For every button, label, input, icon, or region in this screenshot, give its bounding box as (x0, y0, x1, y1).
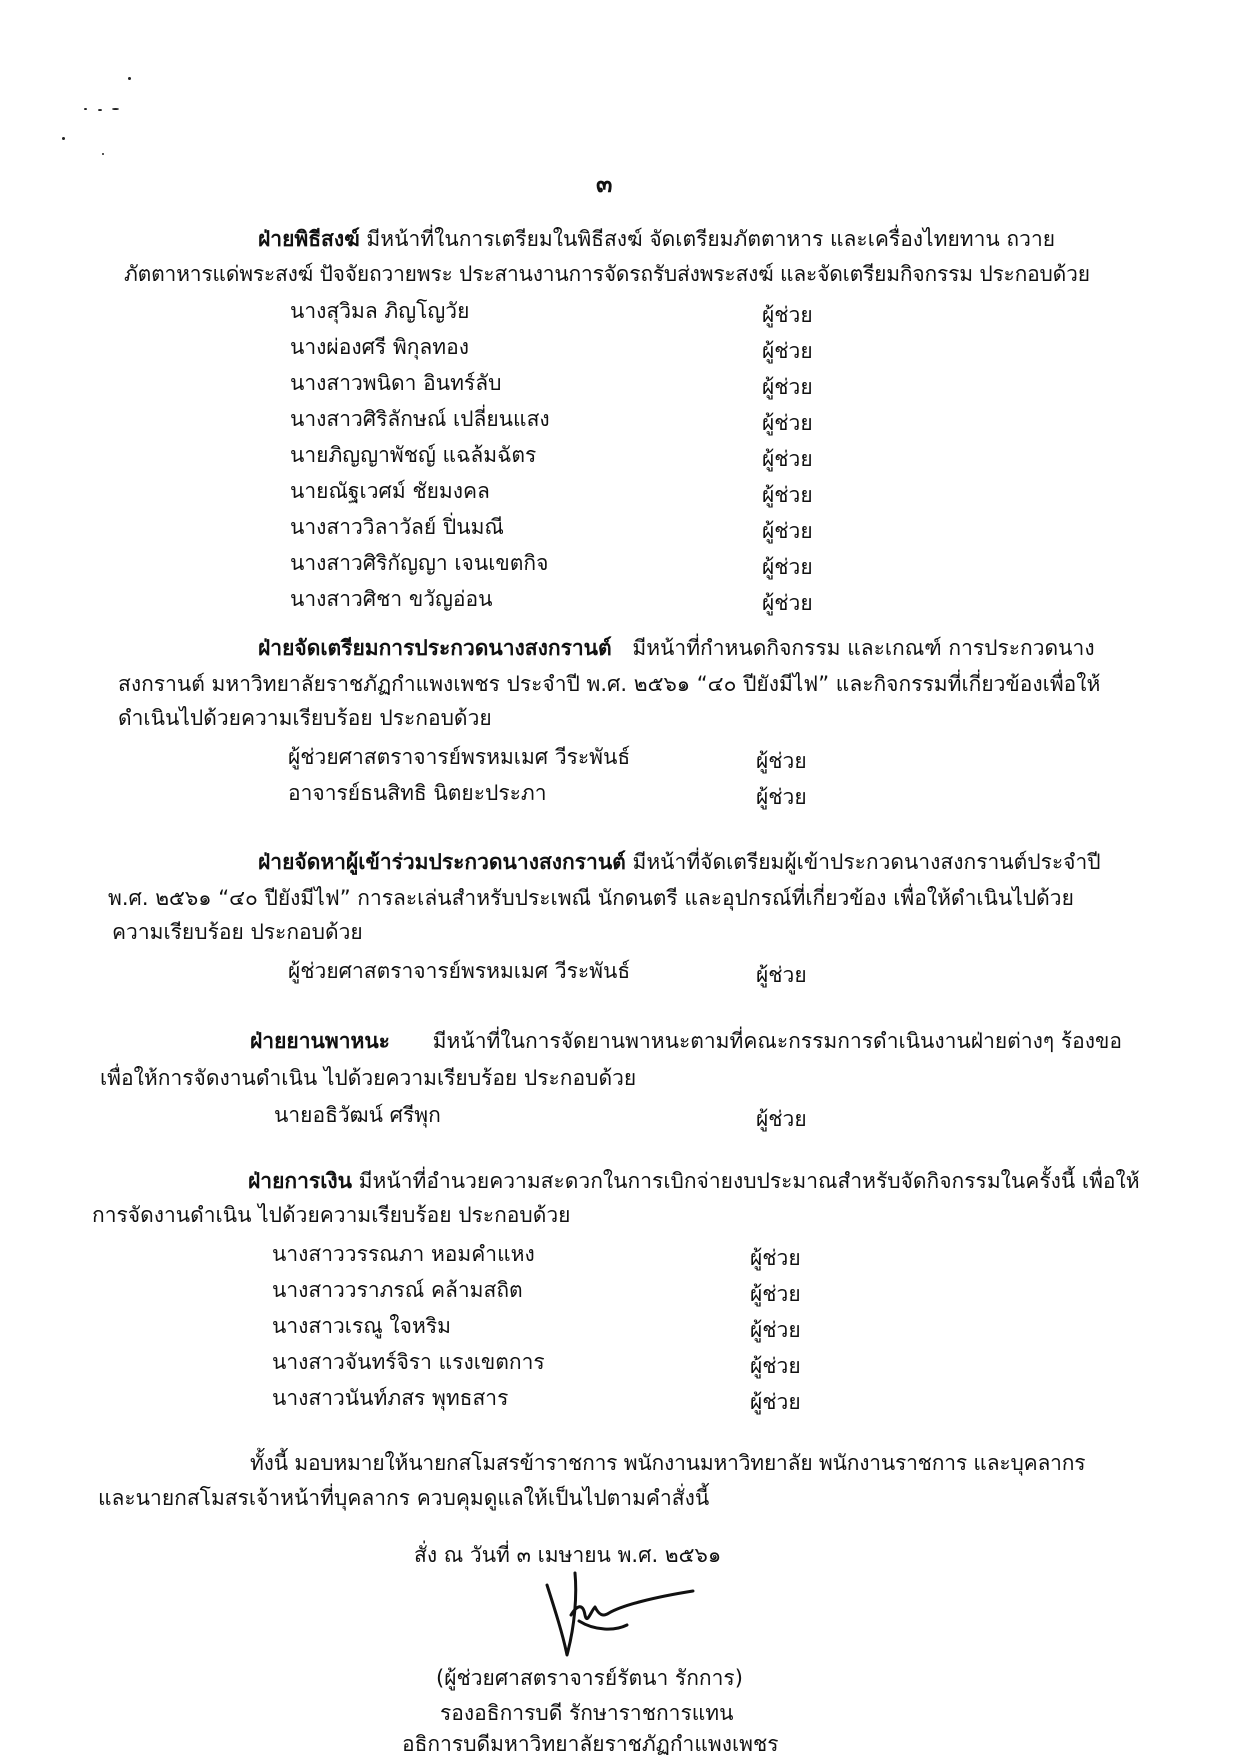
member-name: นางสาววิลาวัลย์ ปิ่นมณี (290, 515, 504, 539)
section-heading-line (258, 222, 1055, 256)
page-number: ๓ (596, 170, 613, 198)
section-text: มีหน้าที่ในการเตรียมในพิธีสงฆ์ จัดเตรียมภัตตาหาร และเครื่องไทยทาน ถวาย (366, 227, 1056, 251)
member-name: นางสาวศิชา ขวัญอ่อน (290, 587, 493, 611)
member-name: นางผ่องศรี พิกุลทอง (290, 335, 469, 359)
section-heading-line (258, 845, 1101, 879)
member-name: นายภิญญาพัชญ์ แฉล้มฉัตร (290, 443, 537, 467)
section-head: ฝ่ายจัดหาผู้เข้าร่วมประกวดนางสงกรานต์ (258, 850, 626, 874)
member-role: ผู้ช่วย (762, 519, 813, 543)
member-role: ผู้ช่วย (756, 1107, 807, 1131)
scan-speck (84, 108, 87, 110)
member-name: นางสุวิมล ภิญโญวัย (290, 299, 470, 323)
section-text: ภัตตาหารแด่พระสงฆ์ ปัจจัยถวายพระ ประสานงานการจัดรถรับส่งพระสงฆ์ และจัดเตรียมกิจกรรม ประกอบด้วย (124, 262, 1090, 286)
section-text: ความเรียบร้อย ประกอบด้วย (112, 920, 363, 944)
member-name: ผู้ช่วยศาสตราจารย์พรหมเมศ วีระพันธ์ (288, 745, 631, 769)
member-name: นายอธิวัฒน์ ศรีพุก (274, 1103, 441, 1127)
member-role: ผู้ช่วย (762, 303, 813, 327)
order-date: สั่ง ณ วันที่ ๓ เมษายน พ.ศ. ๒๕๖๑ (414, 1543, 722, 1567)
section-head: ฝ่ายยานพาหนะ (250, 1029, 390, 1053)
section-text: มีหน้าที่จัดเตรียมผู้เข้าประกวดนางสงกรานต์ประจำปี (632, 850, 1101, 874)
member-role: ผู้ช่วย (762, 591, 813, 615)
member-name: นางสาวเรณู ใจหริม (272, 1314, 451, 1338)
section-head: ฝ่ายการเงิน (248, 1169, 352, 1193)
signatory-name: (ผู้ช่วยศาสตราจารย์รัตนา รักการ) (436, 1666, 743, 1690)
member-name: อาจารย์ธนสิทธิ นิตยะประภา (288, 781, 547, 805)
member-role: ผู้ช่วย (762, 411, 813, 435)
member-role: ผู้ช่วย (756, 963, 807, 987)
member-name: นางสาวจันทร์จิรา แรงเขตการ (272, 1350, 545, 1374)
member-name: นางสาวพนิดา อินทร์ลับ (290, 371, 502, 395)
member-name: นายณัฐเวศม์ ชัยมงคล (290, 479, 490, 503)
member-role: ผู้ช่วย (762, 339, 813, 363)
section-heading-line (258, 631, 1095, 665)
section-head: ฝ่ายพิธีสงฆ์ (258, 227, 360, 251)
member-role: ผู้ช่วย (750, 1318, 801, 1342)
closing-text: และนายกสโมสรเจ้าหน้าที่บุคลากร ควบคุมดูแลให้เป็นไปตามคำสั่งนี้ (98, 1486, 710, 1510)
section-head: ฝ่ายจัดเตรียมการประกวดนางสงกรานต์ (258, 636, 612, 660)
member-role: ผู้ช่วย (750, 1282, 801, 1306)
member-role: ผู้ช่วย (750, 1246, 801, 1270)
member-role: ผู้ช่วย (762, 447, 813, 471)
scan-speck (128, 77, 131, 80)
member-name: นางสาวนันท์ภสร พุทธสาร (272, 1386, 509, 1410)
member-name: ผู้ช่วยศาสตราจารย์พรหมเมศ วีระพันธ์ (288, 959, 631, 983)
section-text: ดำเนินไปด้วยความเรียบร้อย ประกอบด้วย (118, 706, 492, 730)
section-text: มีหน้าที่กำหนดกิจกรรม และเกณฑ์ การประกวดนาง (632, 636, 1095, 660)
member-name: นางสาววราภรณ์ คล้ามสถิต (272, 1278, 523, 1302)
section-text: เพื่อให้การจัดงานดำเนิน ไปด้วยความเรียบร้อย ประกอบด้วย (100, 1066, 637, 1090)
member-role: ผู้ช่วย (756, 785, 807, 809)
signatory-position: อธิการบดีมหาวิทยาลัยราชภัฏกำแพงเพชร (402, 1732, 779, 1756)
section-text: การจัดงานดำเนิน ไปด้วยความเรียบร้อย ประกอบด้วย (92, 1203, 571, 1227)
scan-speck (112, 108, 119, 110)
section-text: พ.ศ. ๒๕๖๑ “๔๐ ปียังมีไฟ” การละเล่นสำหรับประเพณี นักดนตรี และอุปกรณ์ที่เกี่ยวข้อง เพื่อให้ดำเนินไปด้วย (108, 886, 1074, 910)
closing-text: ทั้งนี้ มอบหมายให้นายกสโมสรข้าราชการ พนักงานมหาวิทยาลัย พนักงานราชการ และบุคลากร (250, 1451, 1086, 1475)
member-role: ผู้ช่วย (750, 1390, 801, 1414)
member-role: ผู้ช่วย (762, 375, 813, 399)
member-name: นางสาวศิริกัญญา เจนเขตกิจ (290, 551, 549, 575)
section-text: สงกรานต์ มหาวิทยาลัยราชภัฏกำแพงเพชร ประจำปี พ.ศ. ๒๕๖๑ “๔๐ ปียังมีไฟ” และกิจกรรมที่เกี่ยวข้องเพื่อให้ (118, 672, 1101, 696)
member-name: นางสาววรรณภา หอมคำแหง (272, 1242, 535, 1266)
section-heading-line (250, 1024, 1122, 1058)
scan-speck (98, 109, 102, 111)
section-text: มีหน้าที่ในการจัดยานพาหนะตามที่คณะกรรมการดำเนินงานฝ่ายต่างๆ ร้องขอ (432, 1029, 1122, 1053)
section-text: มีหน้าที่อำนวยความสะดวกในการเบิกจ่ายงบประมาณสำหรับจัดกิจกรรมในครั้งนี้ เพื่อให้ (358, 1169, 1140, 1193)
scan-speck (62, 137, 65, 140)
member-role: ผู้ช่วย (750, 1354, 801, 1378)
member-role: ผู้ช่วย (762, 555, 813, 579)
section-heading-line (248, 1164, 1140, 1198)
member-name: นางสาวศิริลักษณ์ เปลี่ยนแสง (290, 407, 550, 431)
signatory-position: รองอธิการบดี รักษาราชการแทน (440, 1701, 734, 1725)
member-role: ผู้ช่วย (762, 483, 813, 507)
signature-image (515, 1555, 695, 1665)
member-role: ผู้ช่วย (756, 749, 807, 773)
scan-speck (102, 153, 104, 155)
